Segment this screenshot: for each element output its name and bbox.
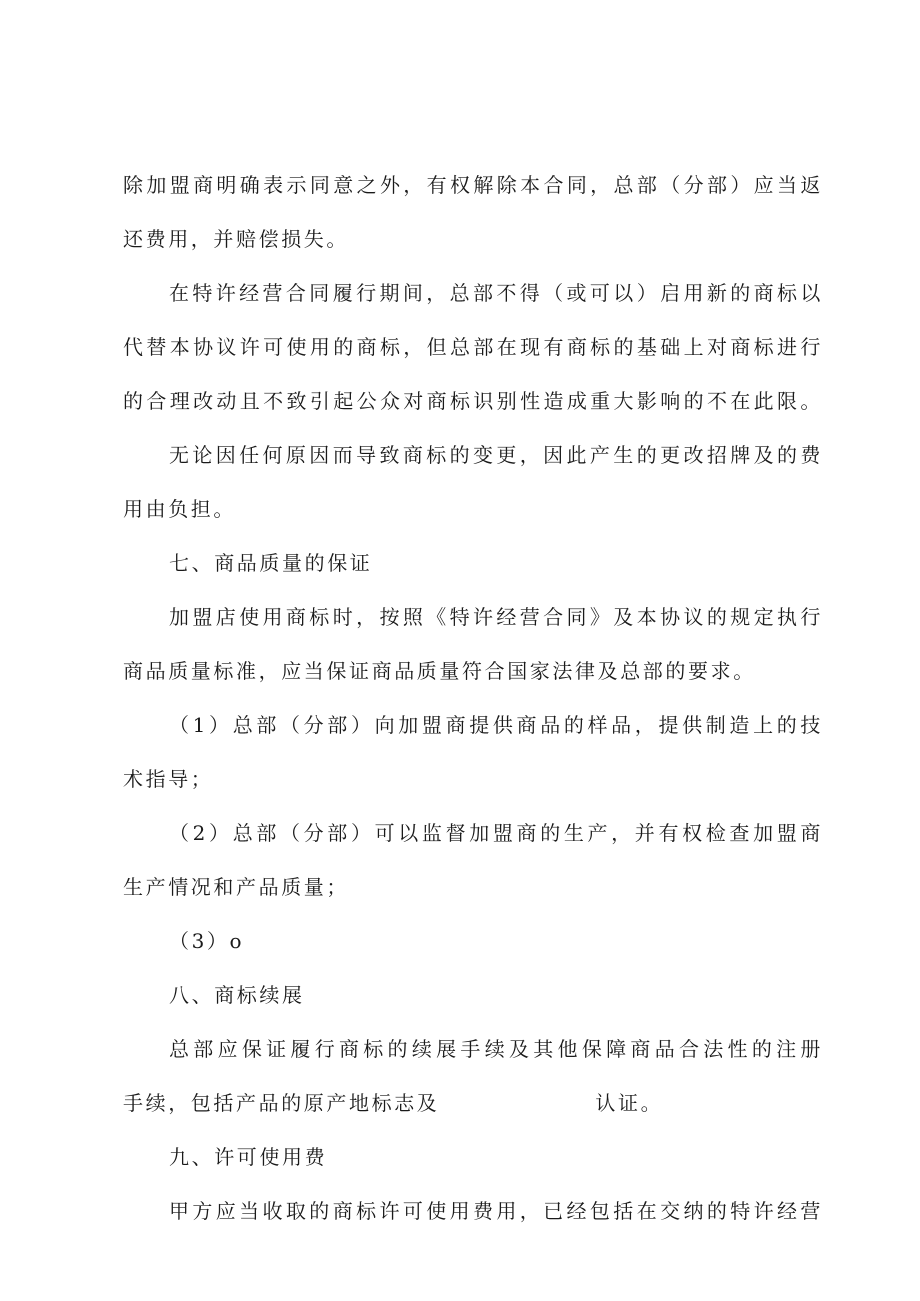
section-heading: 九、许可使用费	[169, 1145, 328, 1169]
paragraph-text: 手续，包括产品的原产地标志及	[123, 1091, 440, 1115]
paragraph-text: 认证。	[595, 1091, 664, 1115]
paragraph-line: 甲方应当收取的商标许可使用费用，已经包括在交纳的特许经营	[169, 1199, 823, 1223]
list-item-line: （3）o	[169, 929, 245, 953]
list-item-line: （2）总部（分部）可以监督加盟商的生产，并有权检查加盟商	[169, 821, 823, 845]
paragraph-line: 代替本协议许可使用的商标，但总部在现有商标的基础上对商标进行	[123, 335, 823, 359]
paragraph-line: 总部应保证履行商标的续展手续及其他保障商品合法性的注册	[169, 1037, 823, 1061]
paragraph-line: 还费用，并赔偿损失。	[123, 227, 349, 251]
list-item-line: 术指导；	[123, 767, 214, 791]
paragraph-line: 用由负担。	[123, 497, 236, 521]
paragraph-line: 在特许经营合同履行期间，总部不得（或可以）启用新的商标以	[169, 281, 823, 305]
paragraph-line: 除加盟商明确表示同意之外，有权解除本合同，总部（分部）应当返	[123, 173, 823, 197]
paragraph-line: 无论因任何原因而导致商标的变更，因此产生的更改招牌及的费	[169, 443, 823, 467]
list-item-line: 生产情况和产品质量；	[123, 875, 349, 899]
list-item-line: （1）总部（分部）向加盟商提供商品的样品，提供制造上的技	[169, 713, 823, 737]
paragraph-line: 商品质量标准，应当保证商品质量符合国家法律及总部的要求。	[123, 659, 756, 683]
section-heading: 八、商标续展	[169, 983, 305, 1007]
paragraph-line	[123, 1076, 823, 1130]
paragraph-line: 的合理改动且不致引起公众对商标识别性造成重大影响的不在此限。	[123, 389, 823, 413]
section-heading: 七、商品质量的保证	[169, 551, 373, 575]
document-body	[123, 158, 823, 1238]
paragraph-line: 加盟店使用商标时，按照《特许经营合同》及本协议的规定执行	[169, 605, 823, 629]
